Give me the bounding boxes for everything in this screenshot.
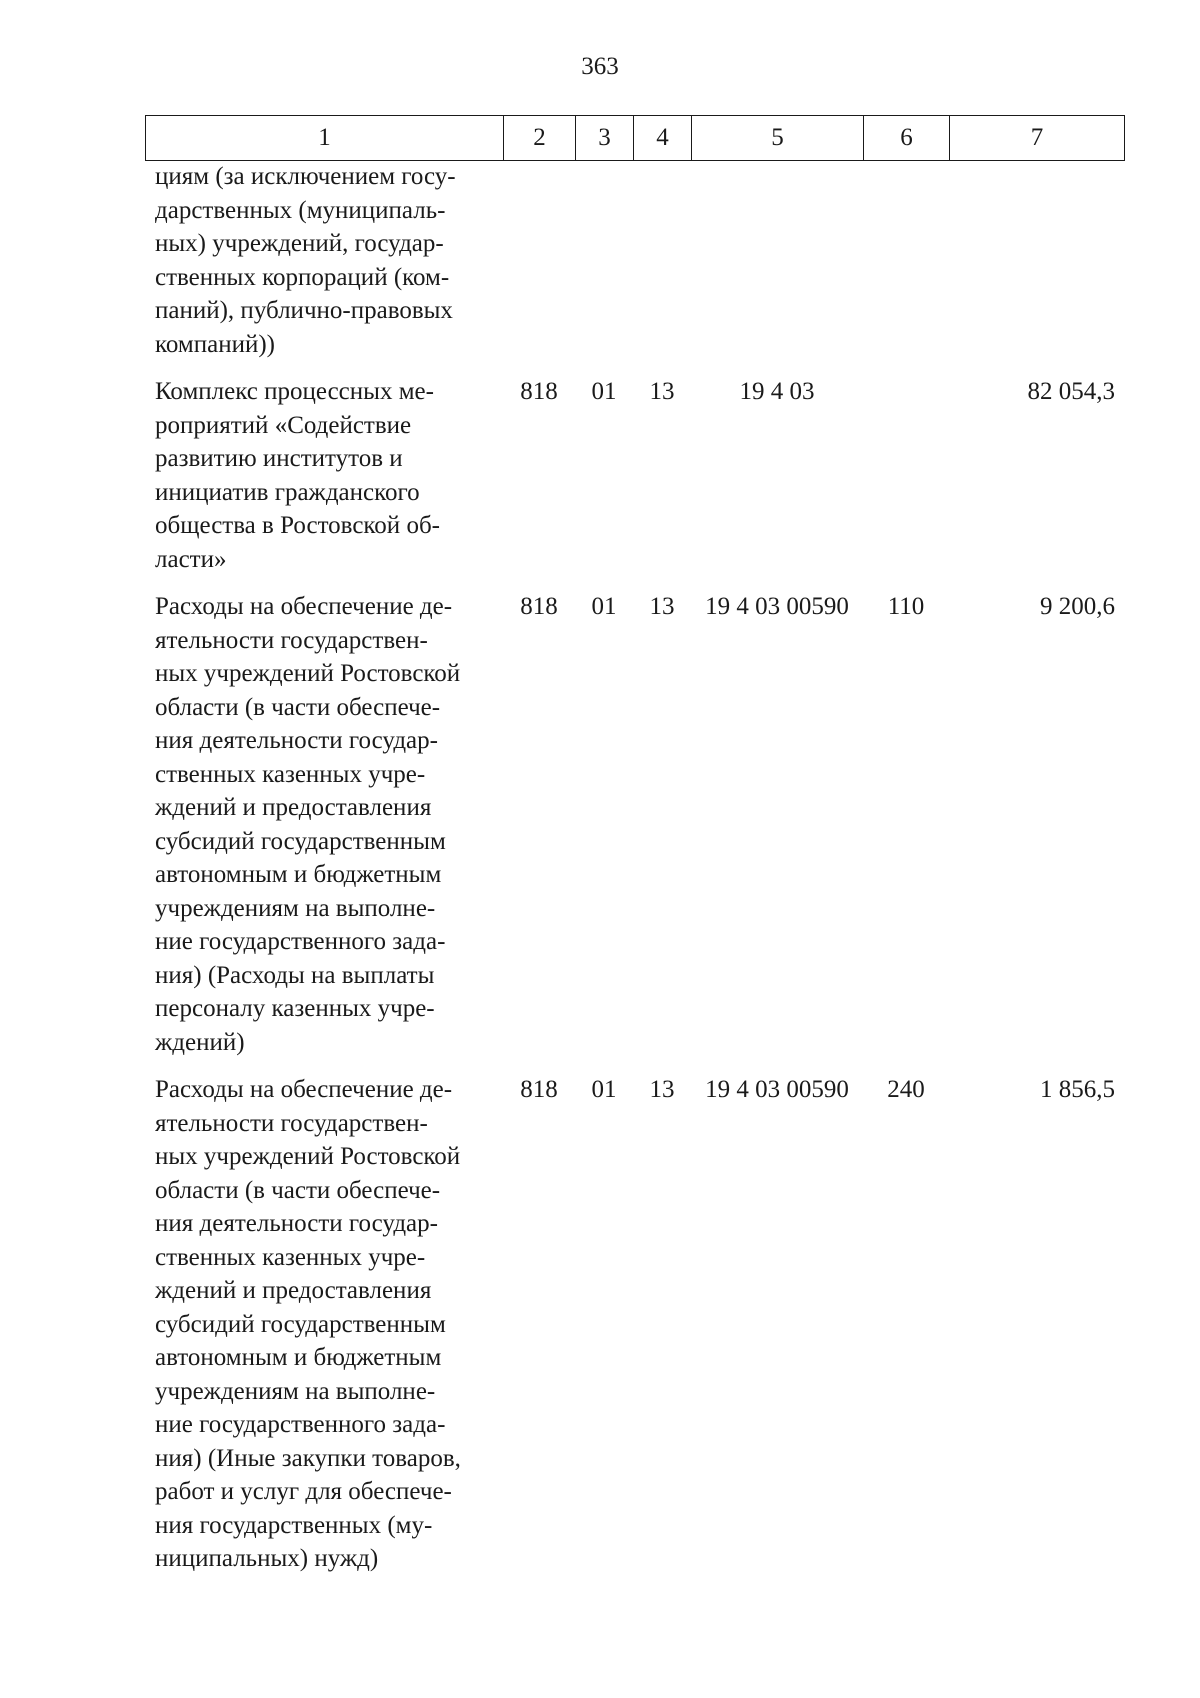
amount-value: 9 200,6 [1040,593,1115,620]
column-header-7: 7 [950,116,1125,161]
amount-value: 82 054,3 [1027,378,1115,405]
row-description: Расходы на обеспечение де- ятельности государствен- ных учреждений Ростовской области (в части обеспече- ния деятельности государ- ственных казенных учре- ждений и предоставления субсидий государственным автономным и бюджетным учреждениям на выполне- ние государственного зада- ния) (Расходы на выплаты персоналу казенных учре- ждений) [155,593,461,1056]
section-code: 01 [591,378,617,405]
budget-table-body [145,160,1124,1576]
column-header-1: 1 [146,116,504,161]
row-description: циям (за исключением госу- дарственных (муниципаль- ных) учреждений, государ- ственных корпораций (ком- паний), публично-правовых компаний)) [155,163,456,358]
admin-code: 818 [520,378,558,405]
table-row [145,1073,1124,1576]
column-header-2: 2 [504,116,576,161]
column-header-5: 5 [692,116,864,161]
column-header-4: 4 [634,116,692,161]
subsection-code: 13 [649,593,675,620]
section-code: 01 [591,593,617,620]
section-code: 01 [591,1076,617,1103]
target-article-code: 19 4 03 00590 [705,593,849,620]
subsection-code: 13 [649,1076,675,1103]
amount-value: 1 856,5 [1040,1076,1115,1103]
row-description: Расходы на обеспечение де- ятельности государствен- ных учреждений Ростовской области (в части обеспече- ния деятельности государ- ственных казенных учре- ждений и предоставления субсидий государственным автономным и бюджетным учреждениям на выполне- ние государственного зада- ния) (Иные закупки товаров, работ и услуг для обеспече- ния государственных (му- ниципальных) нужд) [155,1076,461,1572]
column-header-6: 6 [864,116,950,161]
table-row [145,375,1124,576]
expense-type-code: 240 [887,1076,925,1103]
admin-code: 818 [520,593,558,620]
target-article-code: 19 4 03 [739,378,815,405]
target-article-code: 19 4 03 00590 [705,1076,849,1103]
row-description: Комплекс процессных ме- роприятий «Содействие развитию институтов и инициатив гражданского общества в Ростовской об- ласти» [155,378,440,573]
subsection-code: 13 [649,378,675,405]
column-header-row [146,116,1125,161]
table-row [145,160,1124,361]
table-row [145,590,1124,1059]
page-number: 363 [581,53,619,80]
column-header-3: 3 [576,116,634,161]
column-header-table [145,115,1125,161]
expense-type-code: 110 [887,593,925,620]
admin-code: 818 [520,1076,558,1103]
